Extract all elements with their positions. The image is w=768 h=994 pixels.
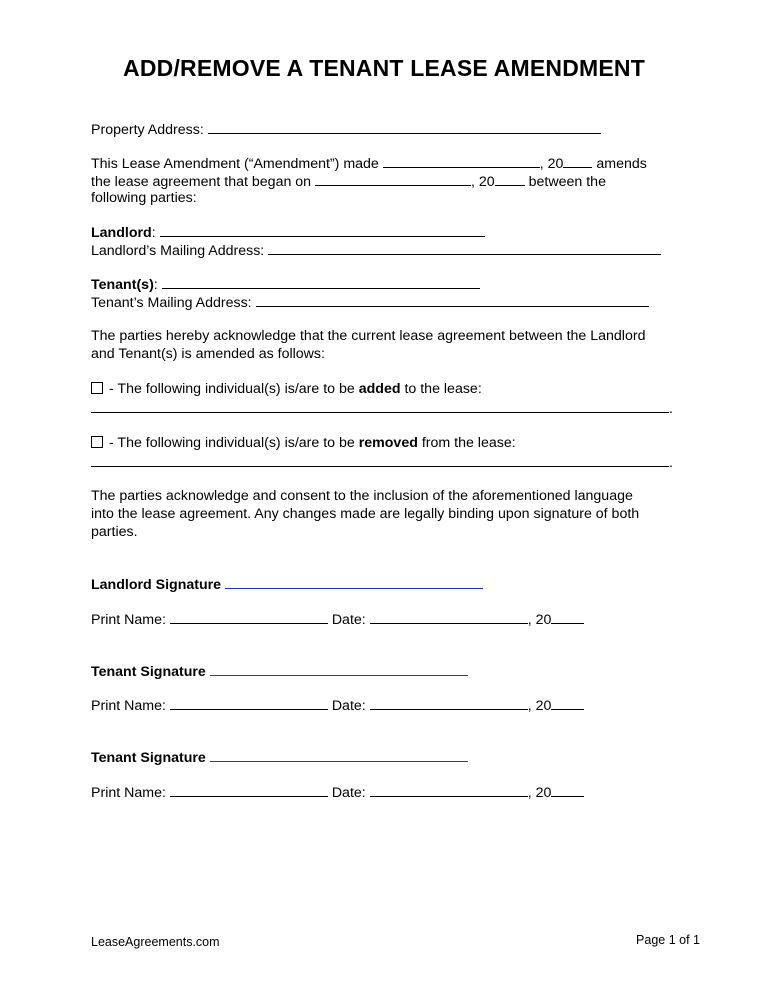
print-name-label: Print Name: bbox=[91, 698, 166, 714]
tenant-signature-field-2[interactable] bbox=[210, 747, 468, 762]
year-field[interactable] bbox=[551, 695, 584, 710]
removed-keyword: removed bbox=[358, 435, 418, 451]
footer-site-link[interactable]: LeaseAgreements.com bbox=[91, 935, 220, 949]
date-field[interactable] bbox=[370, 609, 528, 624]
removed-checkbox[interactable] bbox=[91, 436, 103, 448]
landlord-mailing-field[interactable] bbox=[268, 240, 661, 255]
added-checkbox[interactable] bbox=[91, 382, 103, 394]
tenant-mailing-label: Tenant’s Mailing Address: bbox=[91, 295, 252, 311]
removed-names-row bbox=[91, 452, 673, 472]
tenant-row bbox=[91, 274, 480, 294]
print-name-label: Print Name: bbox=[91, 612, 166, 628]
intro-year-1: , 20 bbox=[539, 156, 564, 172]
removed-names-field[interactable] bbox=[91, 452, 669, 467]
landlord-name-field[interactable] bbox=[160, 222, 485, 237]
added-row bbox=[91, 380, 482, 398]
intro-between-text: between the bbox=[528, 174, 606, 190]
lease-start-date-field[interactable] bbox=[315, 171, 471, 186]
landlord-signature-row bbox=[91, 574, 483, 594]
print-name-row bbox=[91, 782, 584, 802]
tenant-signature-row-2 bbox=[91, 747, 468, 767]
tenant-signature-field-1[interactable] bbox=[210, 661, 468, 676]
landlord-mailing-label: Landlord’s Mailing Address: bbox=[91, 243, 265, 259]
date-field[interactable] bbox=[370, 782, 528, 797]
tenant-label: Tenant(s) bbox=[91, 277, 154, 293]
amendment-date-field[interactable] bbox=[383, 153, 540, 168]
added-keyword: added bbox=[358, 381, 401, 397]
property-address-row bbox=[91, 119, 601, 139]
acknowledge-line-1: The parties hereby acknowledge that the current lease agreement between the Landlord bbox=[91, 328, 646, 344]
added-suffix: to the lease: bbox=[404, 381, 482, 397]
consent-line-3: parties. bbox=[91, 524, 138, 540]
consent-line-1: The parties acknowledge and consent to the inclusion of the aforementioned language bbox=[91, 488, 633, 504]
property-address-label: Property Address: bbox=[91, 122, 204, 138]
intro-year-2: , 20 bbox=[471, 174, 495, 190]
signature-label: Tenant Signature bbox=[91, 664, 206, 680]
print-name-field[interactable] bbox=[170, 695, 328, 710]
document-title: ADD/REMOVE A TENANT LEASE AMENDMENT bbox=[123, 55, 645, 81]
landlord-row bbox=[91, 222, 485, 242]
tenant-colon: : bbox=[153, 277, 158, 293]
intro-line-2 bbox=[91, 171, 606, 191]
tenant-signature-row-1 bbox=[91, 661, 468, 681]
landlord-signature-field[interactable] bbox=[225, 574, 483, 589]
print-name-label: Print Name: bbox=[91, 785, 166, 801]
intro-amends-text: amends bbox=[596, 156, 647, 172]
print-name-field[interactable] bbox=[170, 609, 328, 624]
year-prefix: , 20 bbox=[527, 698, 552, 714]
landlord-label: Landlord bbox=[91, 225, 152, 241]
date-label: Date: bbox=[331, 698, 366, 714]
landlord-mailing-row bbox=[91, 240, 661, 260]
year-prefix: , 20 bbox=[527, 612, 552, 628]
amendment-year-field[interactable] bbox=[563, 153, 592, 168]
footer-page-number: Page 1 of 1 bbox=[636, 933, 700, 947]
removed-suffix: from the lease: bbox=[421, 435, 516, 451]
year-field[interactable] bbox=[551, 609, 584, 624]
added-names-field[interactable] bbox=[91, 398, 669, 413]
intro-line-1 bbox=[91, 153, 647, 173]
tenant-mailing-field[interactable] bbox=[256, 292, 649, 307]
tenant-name-field[interactable] bbox=[162, 274, 480, 289]
date-field[interactable] bbox=[370, 695, 528, 710]
year-field[interactable] bbox=[551, 782, 584, 797]
print-name-row bbox=[91, 609, 584, 629]
print-name-row bbox=[91, 695, 584, 715]
property-address-field[interactable] bbox=[208, 119, 601, 134]
acknowledge-line-2: and Tenant(s) is amended as follows: bbox=[91, 346, 325, 362]
removed-row bbox=[91, 434, 516, 452]
signature-label: Landlord Signature bbox=[91, 577, 222, 593]
consent-line-2: into the lease agreement. Any changes made are legally binding upon signature of both bbox=[91, 506, 640, 522]
date-label: Date: bbox=[331, 785, 366, 801]
year-prefix: , 20 bbox=[527, 785, 552, 801]
intro-line-3: following parties: bbox=[91, 190, 197, 206]
added-names-row bbox=[91, 398, 673, 418]
tenant-mailing-row bbox=[91, 292, 649, 312]
intro-made-text: This Lease Amendment (“Amendment”) made bbox=[91, 156, 379, 172]
date-label: Date: bbox=[331, 612, 366, 628]
lease-start-year-field[interactable] bbox=[495, 171, 525, 186]
removed-prefix: - The following individual(s) is/are to be bbox=[109, 435, 355, 451]
intro-began-text: the lease agreement that began on bbox=[91, 174, 312, 190]
added-end: . bbox=[669, 401, 673, 417]
added-prefix: - The following individual(s) is/are to be bbox=[109, 381, 355, 397]
print-name-field[interactable] bbox=[170, 782, 328, 797]
removed-end: . bbox=[669, 455, 673, 471]
signature-label: Tenant Signature bbox=[91, 750, 206, 766]
landlord-colon: : bbox=[151, 225, 156, 241]
